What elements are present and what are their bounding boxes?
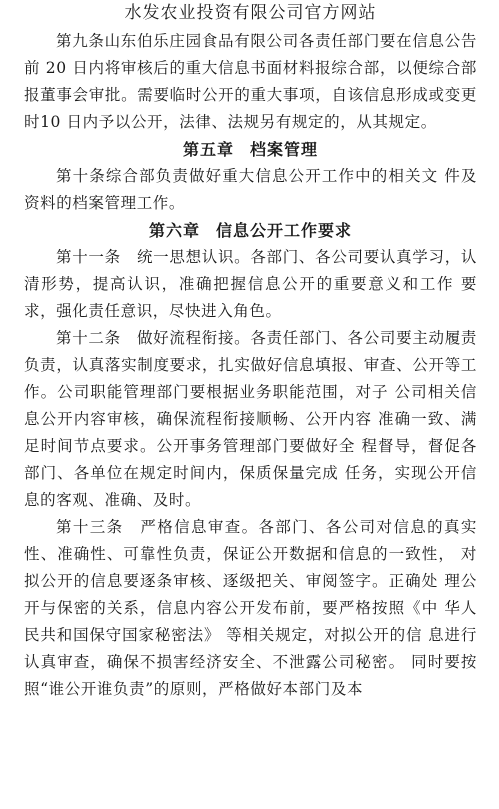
site-title: 水发农业投资有限公司官方网站 <box>124 3 377 23</box>
chapter-5-heading <box>24 136 477 163</box>
article-10-paragraph: 第十条综合部负责做好重大信息公开工作中的相关文 件及资料的档案管理工作。 <box>24 167 477 212</box>
chapter-6-title: 信息公开工作要求 <box>216 221 353 240</box>
chapter-5-title: 档案管理 <box>250 140 319 159</box>
chapter-6-number: 第六章 <box>148 221 200 240</box>
chapter-5-number: 第五章 <box>182 140 234 159</box>
article-11-paragraph: 第十一条 统一思想认识。各部门、各公司要认真学习，认清形势，提高认识，准确把握信息公开的重要意义和工作 要求，强化责任意识，尽快进入角色。 <box>24 248 477 320</box>
article-12-paragraph: 第十二条 做好流程衔接。各责任部门、各公司要主动履责负责，认真落实制度要求，扎实做好信息填报、审查、公开等工作。公司职能管理部门要根据业务职能范围，对子 公司相关信息公开内容审核，确保流程衔接顺畅、公开内容 准确一致、满足时间节点要求。公开事务管理部门要做好全 程督导，督促各部门、各单位在规定时间内，保质保量完成 任务，实现公开信息的客观、准确、及时。 <box>24 329 477 509</box>
article-9-paragraph: 第九条山东伯乐庄园食品有限公司各责任部门要在信息公告前 20 日内将审核后的重大信息书面材料报综合部，以便综合部报董事会审批。需要临时公开的重大事项，自该信息形成或变更时10 日内予以公开，法律、法规另有规定的，从其规定。 <box>24 32 477 131</box>
article-13-paragraph: 第十三条 严格信息审查。各部门、各公司对信息的真实性、准确性、可靠性负责，保证公开数据和信息的一致性， 对拟公开的信息要逐条审核、逐级把关、审阅签字。正确处 理公开与保密的关系，信息内容公开发布前，要严格按照《中 华人民共和国保守国家秘密法》 等相关规定，对拟公开的信 息进行认真审查，确保不损害经济安全、不泄露公司秘密。 同时要按照“谁公开谁负责”的原则，严格做好本部门及本 <box>24 518 477 698</box>
chapter-6-heading <box>24 217 477 244</box>
